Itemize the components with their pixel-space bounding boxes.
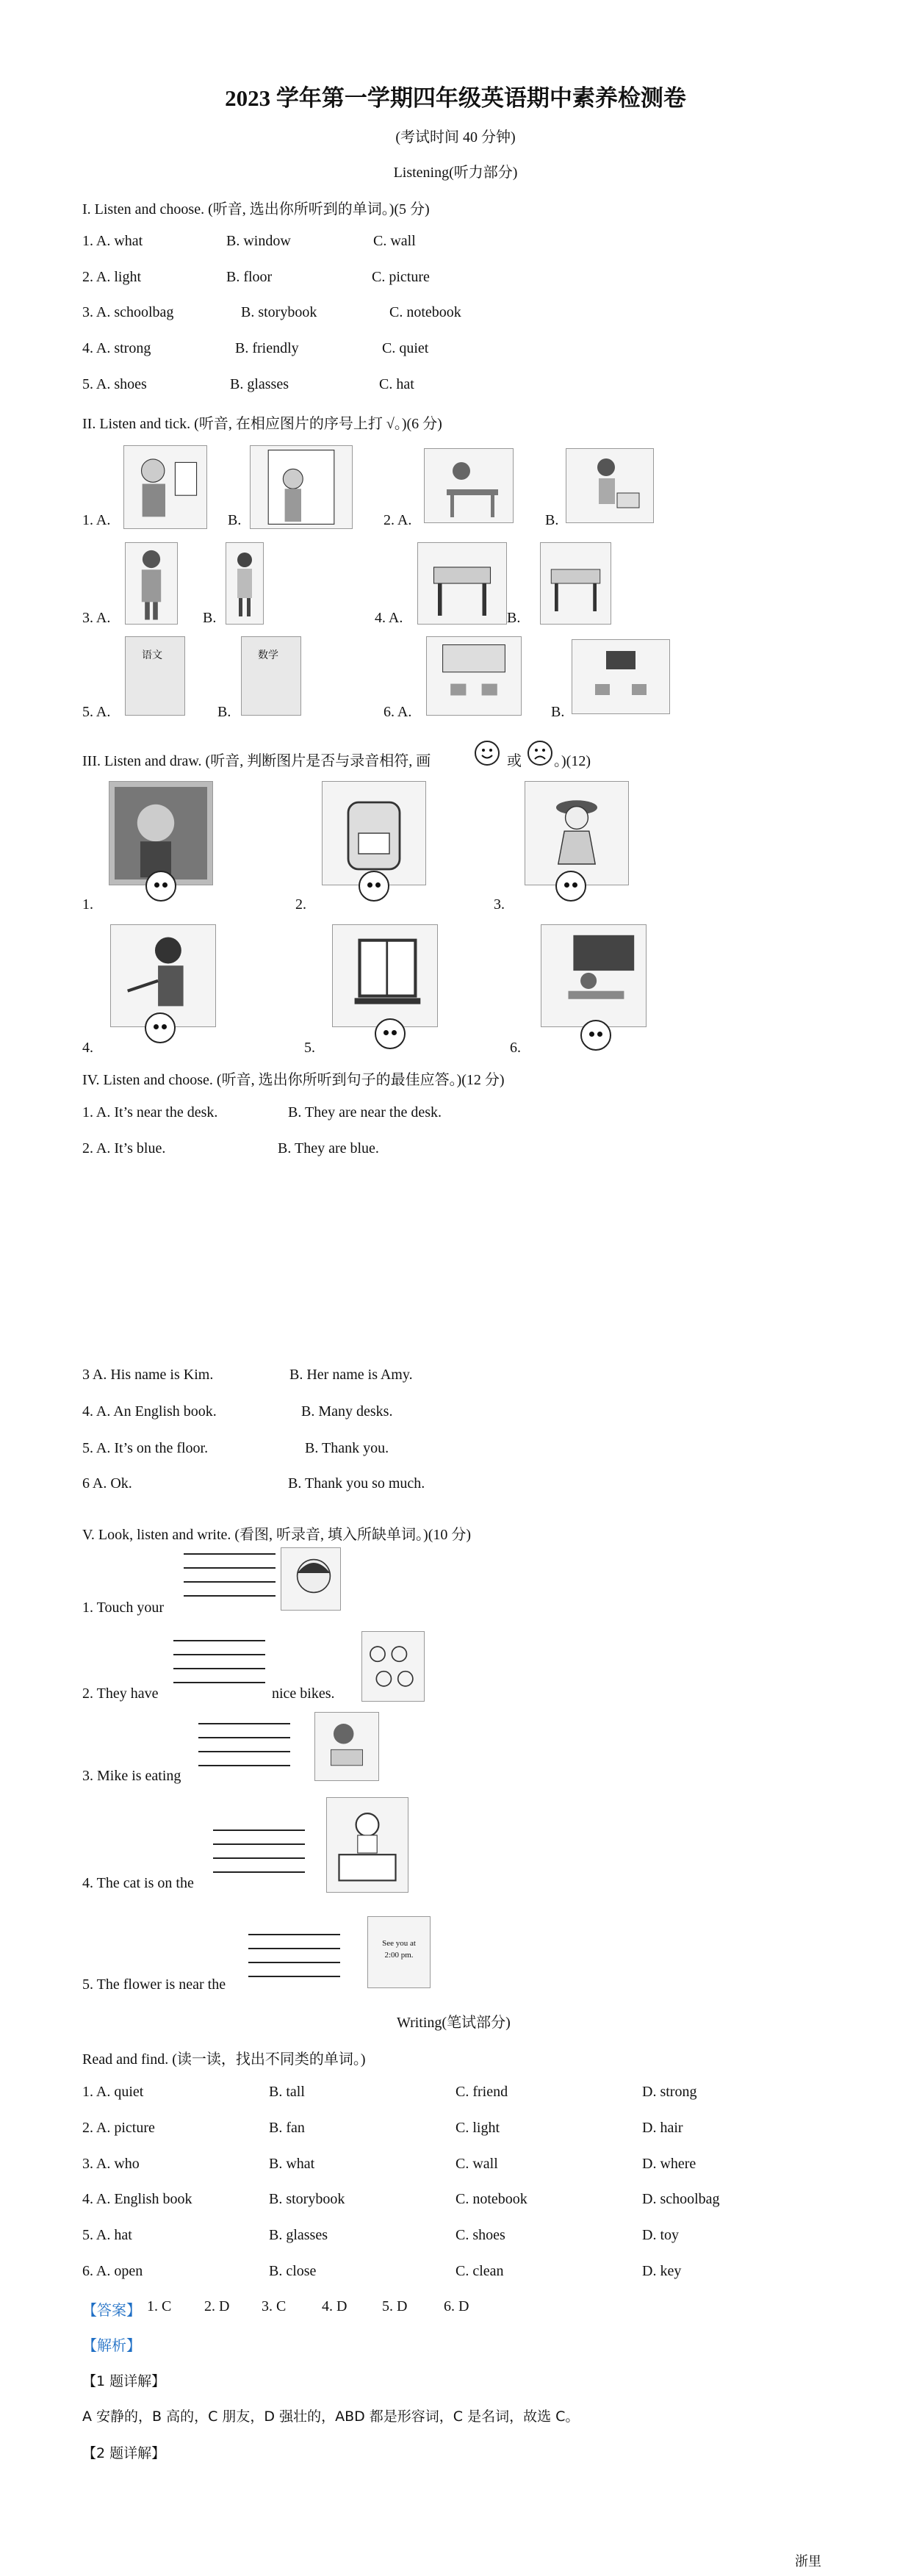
w-row6-c: C. clean (455, 2263, 504, 2279)
chinese-book-label: 语文 (142, 650, 162, 661)
math-book-label: 数学 (258, 650, 278, 661)
w-row6-d: D. key (642, 2263, 682, 2279)
draw-face-3-icon[interactable] (555, 871, 586, 902)
note-text: See you at 2:00 pm. (382, 1939, 416, 1960)
part1-row3-b: B. storybook (241, 304, 317, 320)
w-row2-a: 2. A. picture (82, 2120, 155, 2136)
answer-lines-4[interactable] (213, 1830, 305, 1885)
answer-lines-3[interactable] (198, 1723, 290, 1779)
part2-label-6b: B. (551, 704, 565, 720)
part2-label-1b: B. (228, 512, 242, 528)
part4-row4-b: B. Many desks. (301, 1403, 393, 1420)
part1-row3-a: 3. A. schoolbag (82, 304, 174, 320)
w-row5-b: B. glasses (269, 2227, 328, 2243)
part1-row5-a: 5. A. shoes (82, 376, 147, 392)
boy-window-draw-image[interactable] (109, 781, 213, 885)
writing-heading: Writing(笔试部分) (397, 2015, 511, 2031)
part2-label-4b: B. (507, 610, 521, 626)
part2-label-1a: 1. A. (82, 512, 111, 528)
w-row1-c: C. friend (455, 2084, 508, 2100)
answer-lines-5[interactable] (248, 1934, 340, 1990)
part5-item2-suffix: nice bikes. (272, 1685, 335, 1702)
math-book-image[interactable] (241, 636, 301, 716)
part3-label-3: 3. (494, 896, 505, 913)
w-row2-d: D. hair (642, 2120, 683, 2136)
classroom-a-image[interactable] (426, 636, 522, 716)
boy-desk-image[interactable] (424, 448, 514, 523)
part1-row4-b: B. friendly (235, 340, 299, 356)
smile-face-icon (475, 741, 500, 766)
answer-item-5: 5. D (382, 2298, 408, 2314)
girl-standing-image[interactable] (226, 542, 264, 625)
part5-heading: V. Look, listen and write. (看图, 听录音, 填入所缺单词。)(10 分) (82, 1527, 472, 1543)
exam-time: (考试时间 40 分钟) (395, 129, 516, 145)
part1-row1-a: 1. A. what (82, 233, 143, 249)
part3-heading-c: 。)(12) (554, 753, 591, 769)
part1-row5-b: B. glasses (230, 376, 289, 392)
q2-detail-heading: 【2 题详解】 (82, 2445, 166, 2461)
part2-label-6a: 6. A. (384, 704, 412, 720)
part5-item2: 2. They have (82, 1685, 159, 1702)
window-image[interactable] (332, 924, 438, 1027)
part3-label-4: 4. (82, 1040, 93, 1056)
draw-face-2-icon[interactable] (359, 871, 389, 902)
student-blackboard-image[interactable] (541, 924, 647, 1027)
classroom-b-image[interactable] (572, 639, 670, 714)
w-row1-d: D. strong (642, 2084, 697, 2100)
part5-item1: 1. Touch your (82, 1600, 164, 1616)
analysis-label: 【解析】 (82, 2338, 141, 2354)
w-row5-d: D. toy (642, 2227, 679, 2243)
w-row4-a: 4. A. English book (82, 2191, 192, 2207)
desk-chair-b-image[interactable] (540, 542, 611, 625)
part4-row6-a: 6 A. Ok. (82, 1475, 132, 1492)
part3-label-1: 1. (82, 896, 93, 913)
part4-row4-a: 4. A. An English book. (82, 1403, 217, 1420)
part2-heading: II. Listen and tick. (听音, 在相应图片的序号上打 √。)(6 分) (82, 416, 442, 432)
part4-row1-a: 1. A. It’s near the desk. (82, 1104, 218, 1120)
answer-item-2: 2. D (204, 2298, 230, 2314)
part5-item5: 5. The flower is near the (82, 1976, 226, 1993)
part2-label-3b: B. (203, 610, 217, 626)
part1-row2-b: B. floor (226, 269, 273, 285)
part5-item3: 3. Mike is eating (82, 1768, 181, 1784)
part1-row4-c: C. quiet (382, 340, 429, 356)
w-row6-a: 6. A. open (82, 2263, 143, 2279)
w-row2-b: B. fan (269, 2120, 305, 2136)
part2-label-5a: 5. A. (82, 704, 111, 720)
part4-row3-a: 3 A. His name is Kim. (82, 1367, 214, 1383)
draw-face-5-icon[interactable] (375, 1018, 406, 1049)
answer-lines-1[interactable] (184, 1553, 276, 1609)
part2-label-2a: 2. A. (384, 512, 412, 528)
part3-heading-a: III. Listen and draw. (听音, 判断图片是否与录音相符, 画 (82, 753, 431, 769)
desk-chair-a-image[interactable] (417, 542, 507, 625)
cat-on-box-image (326, 1797, 408, 1893)
listening-heading: Listening(听力部分) (393, 165, 518, 181)
bikes-image (361, 1631, 425, 1702)
teacher-woman-image[interactable] (125, 542, 178, 625)
part2-label-2b: B. (545, 512, 559, 528)
answer-lines-2[interactable] (173, 1640, 265, 1696)
part4-row3-b: B. Her name is Amy. (289, 1367, 413, 1383)
w-row3-d: D. where (642, 2156, 696, 2172)
part3-label-5: 5. (304, 1040, 315, 1056)
read-find-heading: Read and find. (读一读，找出不同类的单词。) (82, 2051, 366, 2068)
part2-label-3a: 3. A. (82, 610, 111, 626)
part2-label-4a: 4. A. (375, 610, 403, 626)
part1-row2-c: C. picture (372, 269, 430, 285)
w-row4-c: C. notebook (455, 2191, 527, 2207)
w-row4-d: D. schoolbag (642, 2191, 720, 2207)
q1-detail-heading: 【1 题详解】 (82, 2373, 166, 2389)
draw-face-6-icon[interactable] (580, 1020, 611, 1051)
w-row2-c: C. light (455, 2120, 500, 2136)
w-row1-a: 1. A. quiet (82, 2084, 144, 2100)
w-row5-a: 5. A. hat (82, 2227, 132, 2243)
boy-eating-image (314, 1712, 379, 1781)
w-row3-a: 3. A. who (82, 2156, 140, 2172)
w-row1-b: B. tall (269, 2084, 305, 2100)
draw-face-1-icon[interactable] (145, 871, 176, 902)
w-row5-c: C. shoes (455, 2227, 505, 2243)
w-row4-b: B. storybook (269, 2191, 345, 2207)
part3-label-6: 6. (510, 1040, 521, 1056)
part2-label-5b: B. (217, 704, 231, 720)
girl-hat-image[interactable] (525, 781, 629, 885)
w-row6-b: B. close (269, 2263, 317, 2279)
draw-face-4-icon[interactable] (145, 1012, 176, 1043)
answer-item-1: 1. C (147, 2298, 172, 2314)
part5-item4: 4. The cat is on the (82, 1875, 194, 1891)
schoolbag-image[interactable] (322, 781, 426, 885)
chinese-book-image[interactable] (125, 636, 185, 716)
girl-cleaning-image[interactable] (566, 448, 654, 523)
answer-item-3: 3. C (262, 2298, 287, 2314)
part4-row2-a: 2. A. It’s blue. (82, 1140, 166, 1156)
part1-row5-c: C. hat (379, 376, 414, 392)
part1-row1-c: C. wall (373, 233, 416, 249)
part4-row5-b: B. Thank you. (305, 1440, 389, 1456)
girl-face-image (281, 1547, 341, 1611)
part4-row5-a: 5. A. It’s on the floor. (82, 1440, 209, 1456)
door-image[interactable] (250, 445, 353, 529)
part1-heading: I. Listen and choose. (听音, 选出你所听到的单词。)(5 分) (82, 201, 430, 217)
footer-mark: 浙里 (795, 2554, 821, 2569)
part4-row2-b: B. They are blue. (278, 1140, 379, 1156)
answer-label: 【答案】 (82, 2303, 141, 2319)
part1-row1-b: B. window (226, 233, 291, 249)
page-title: 2023 学年第一学期四年级英语期中素养检测卷 (225, 85, 686, 111)
boy-window-image[interactable] (123, 445, 207, 529)
part1-row2-a: 2. A. light (82, 269, 142, 285)
woman-pointing-image[interactable] (110, 924, 216, 1027)
w-row3-c: C. wall (455, 2156, 498, 2172)
part4-row6-b: B. Thank you so much. (288, 1475, 425, 1492)
part4-row1-b: B. They are near the desk. (288, 1104, 442, 1120)
answer-item-4: 4. D (322, 2298, 348, 2314)
q1-detail-text: A 安静的，B 高的，C 朋友，D 强壮的，ABD 都是形容词，C 是名词，故选 C。 (82, 2408, 580, 2425)
answer-item-6: 6. D (444, 2298, 469, 2314)
part4-heading: IV. Listen and choose. (听音, 选出你所听到句子的最佳应答。)(12 分) (82, 1072, 505, 1088)
w-row3-b: B. what (269, 2156, 315, 2172)
part3-heading-b: 或 (507, 753, 522, 769)
note-image (367, 1916, 431, 1988)
part3-label-2: 2. (295, 896, 306, 913)
sad-face-icon (527, 741, 552, 766)
part1-row3-c: C. notebook (389, 304, 461, 320)
part1-row4-a: 4. A. strong (82, 340, 151, 356)
